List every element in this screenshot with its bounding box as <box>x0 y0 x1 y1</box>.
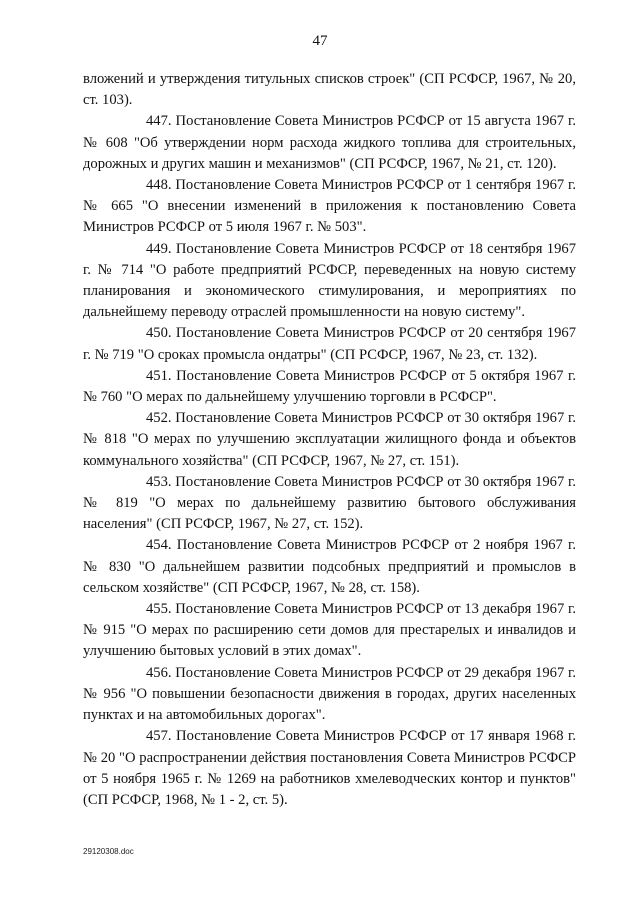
paragraph-continuation: вложений и утверждения титульных списков строек" (СП РСФСР, 1967, № 20, ст. 103). <box>83 71 576 109</box>
page-number: 47 <box>312 33 328 49</box>
paragraph-451: 451. Постановление Совета Министров РСФСР от 5 октября 1967 г. № 760 "О мерах по дальнейшему улучшению торговли в РСФСР". <box>83 367 576 406</box>
paragraph-454: 454. Постановление Совета Министров РСФСР от 2 ноября 1967 г. № 830 "О дальнейшем развитии подсобных предприятий и промыслов в сельском хозяйстве" (СП РСФСР, 1967, № 28, ст. 158). <box>83 537 576 596</box>
paragraph-450: 450. Постановление Совета Министров РСФСР от 20 сентября 1967 г. № 719 "О сроках промысла ондатры" (СП РСФСР, 1967, № 23, ст. 132). <box>83 325 576 363</box>
footer-file-code: 29120308.doc <box>83 847 134 856</box>
paragraph-449: 449. Постановление Совета Министров РСФСР от 18 сентября 1967 г. № 714 "О работе предприятий РСФСР, переведенных на новую систему планирования и экономического стимулирования, и мероприятиях по дальнейшему переводу отраслей промышленности на новую систему". <box>83 240 576 321</box>
paragraph-448: 448. Постановление Совета Министров РСФСР от 1 сентября 1967 г. № 665 "О внесении изменений в приложения к постановлению Совета Министров РСФСР от 5 июля 1967 г. № 503". <box>83 177 576 236</box>
paragraph-457: 457. Постановление Совета Министров РСФСР от 17 января 1968 г. № 20 "О распространении действия постановления Совета Министров РСФСР от 5 ноября 1965 г. № 1269 на работников хмелеводческих контор и пунктов" (СП РСФСР, 1968, № 1 - 2, ст. 5). <box>83 728 576 808</box>
paragraph-447: 447. Постановление Совета Министров РСФСР от 15 августа 1967 г. № 608 "Об утверждении норм расхода жидкого топлива для строительных, дорожных и других машин и механизмов" (СП РСФСР, 1967, № 21, ст. 120). <box>83 113 576 172</box>
document-body <box>83 69 576 811</box>
paragraph-455: 455. Постановление Совета Министров РСФСР от 13 декабря 1967 г. № 915 "О мерах по расширению сети домов для престарелых и инвалидов и улучшению бытовых условий в этих домах". <box>83 601 576 660</box>
paragraph-453: 453. Постановление Совета Министров РСФСР от 30 октября 1967 г. № 819 "О мерах по дальнейшему развитию бытового обслуживания населения" (СП РСФСР, 1967, № 27, ст. 152). <box>83 473 576 533</box>
paragraph-456: 456. Постановление Совета Министров РСФСР от 29 декабря 1967 г. № 956 "О повышении безопасности движения в городах, других населенных пунктах и на автомобильных дорогах". <box>83 664 576 724</box>
paragraph-452: 452. Постановление Совета Министров РСФСР от 30 октября 1967 г. № 818 "О мерах по улучшению эксплуатации жилищного фонда и объектов коммунального хозяйства" (СП РСФСР, 1967, № 27, ст. 151). <box>83 410 576 469</box>
